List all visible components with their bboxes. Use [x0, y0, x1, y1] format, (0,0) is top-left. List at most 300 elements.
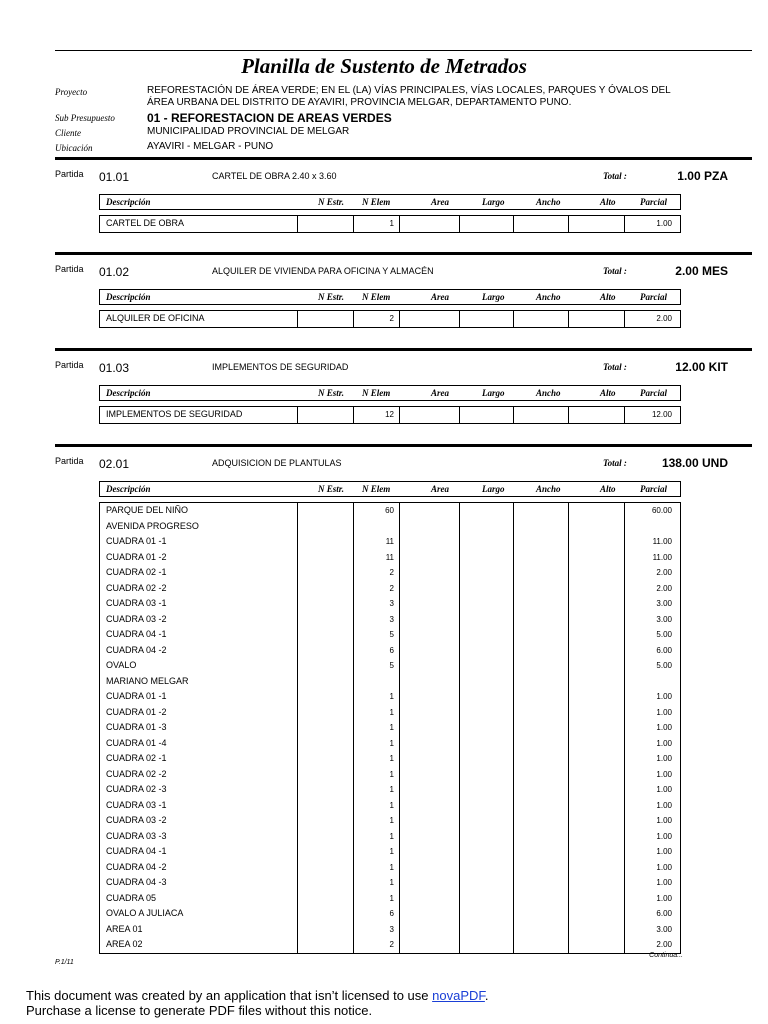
cell-divider — [568, 751, 569, 767]
notice-text: This document was created by an application that isn’t licensed to use — [26, 988, 433, 1003]
cell-divider — [399, 736, 400, 752]
cell-divider — [399, 767, 400, 783]
column-header: N Estr. — [318, 484, 345, 494]
column-header: Descripción — [106, 197, 151, 207]
cell-divider — [624, 736, 625, 752]
cell-divider — [297, 643, 298, 659]
row-parcial: 1.00 — [656, 692, 672, 701]
row-n-elem: 5 — [389, 630, 394, 639]
row-description: CUADRA 04 -1 — [106, 629, 167, 639]
notice-period: . — [484, 988, 489, 1003]
row-n-elem: 12 — [385, 410, 394, 419]
table-row — [100, 565, 680, 581]
cell-divider — [459, 782, 460, 798]
cell-divider — [459, 860, 460, 876]
partida-label: Partida — [55, 169, 84, 179]
column-header: N Estr. — [318, 197, 345, 207]
row-n-elem: 1 — [389, 893, 394, 903]
column-header: Alto — [600, 388, 616, 398]
cell-divider — [568, 311, 569, 327]
row-description: CUADRA 04 -2 — [106, 644, 167, 655]
cell-divider — [624, 922, 625, 938]
row-description: AREA 01 — [106, 923, 143, 934]
partida-label: Partida — [55, 360, 84, 370]
cell-divider — [399, 581, 400, 597]
cell-divider — [399, 565, 400, 581]
cell-divider — [459, 689, 460, 705]
cell-divider — [399, 627, 400, 643]
cell-divider — [624, 596, 625, 612]
cell-divider — [568, 720, 569, 736]
row-n-elem: 1 — [389, 816, 394, 825]
partida-description: IMPLEMENTOS DE SEGURIDAD — [212, 362, 349, 372]
cell-divider — [624, 407, 625, 423]
cell-divider — [399, 519, 400, 535]
cell-divider — [568, 519, 569, 535]
cell-divider — [568, 689, 569, 705]
table-body — [99, 310, 681, 328]
column-header: Area — [431, 484, 449, 494]
cell-divider — [624, 674, 625, 690]
cell-divider — [297, 736, 298, 752]
cell-divider — [399, 751, 400, 767]
cell-divider — [297, 519, 298, 535]
cell-divider — [513, 311, 514, 327]
cell-divider — [568, 581, 569, 597]
column-header: Ancho — [536, 197, 561, 207]
row-description: ALQUILER DE OFICINA — [106, 313, 205, 323]
cell-divider — [568, 844, 569, 860]
cell-divider — [297, 581, 298, 597]
cell-divider — [513, 922, 514, 938]
proyecto-line1: REFORESTACIÓN DE ÁREA VERDE; EN EL (LA) VÍAS PRINCIPALES, VÍAS LOCALES, PARQUES Y ÓVALOS DEL — [147, 85, 671, 96]
cell-divider — [459, 627, 460, 643]
cell-divider — [297, 596, 298, 612]
cell-divider — [459, 937, 460, 953]
cell-divider — [353, 906, 354, 922]
cell-divider — [568, 503, 569, 519]
total-label: Total : — [603, 458, 627, 468]
table-row — [100, 813, 680, 829]
row-parcial: 5.00 — [656, 661, 672, 670]
cell-divider — [459, 813, 460, 829]
cell-divider — [353, 550, 354, 566]
subpresupuesto-label: Sub Presupuesto — [55, 113, 115, 123]
row-parcial: 1.00 — [656, 893, 672, 903]
row-n-elem: 1 — [389, 862, 394, 872]
column-header: N Elem — [362, 292, 391, 302]
row-description: CUADRA 03 -3 — [106, 830, 167, 841]
cell-divider — [353, 407, 354, 423]
column-header: Parcial — [640, 197, 667, 207]
row-description: CUADRA 02 -1 — [106, 753, 167, 763]
cell-divider — [399, 643, 400, 659]
table-header — [99, 385, 681, 401]
ubicacion-label: Ubicación — [55, 143, 93, 153]
cell-divider — [459, 596, 460, 612]
column-header: N Estr. — [318, 388, 345, 398]
partida-description: ALQUILER DE VIVIENDA PARA OFICINA Y ALMACÉN — [212, 266, 434, 276]
row-description: PARQUE DEL NIÑO — [106, 505, 189, 515]
partida-code: 01.02 — [99, 265, 130, 279]
section-separator — [55, 157, 752, 160]
cell-divider — [353, 720, 354, 736]
row-n-elem: 11 — [385, 552, 394, 562]
table-row — [100, 705, 680, 721]
cell-divider — [399, 689, 400, 705]
table-row — [100, 311, 680, 327]
cell-divider — [353, 751, 354, 767]
cell-divider — [353, 658, 354, 674]
cell-divider — [297, 937, 298, 953]
column-header: Area — [431, 292, 449, 302]
row-description: CUADRA 03 -1 — [106, 598, 167, 608]
row-n-elem: 1 — [389, 692, 394, 701]
cell-divider — [459, 798, 460, 814]
cell-divider — [624, 875, 625, 891]
total-label: Total : — [603, 362, 627, 372]
total-value: 2.00 MES — [675, 264, 728, 278]
cell-divider — [399, 596, 400, 612]
cell-divider — [399, 782, 400, 798]
row-parcial: 1.00 — [656, 878, 672, 887]
row-description: CARTEL DE OBRA — [106, 218, 185, 228]
column-header: Largo — [482, 292, 505, 302]
row-description: CUADRA 04 -2 — [106, 861, 167, 872]
cell-divider — [568, 627, 569, 643]
row-parcial: 1.00 — [656, 219, 672, 228]
table-row — [100, 674, 680, 690]
cell-divider — [624, 829, 625, 845]
column-header: N Elem — [362, 388, 391, 398]
row-n-elem: 1 — [389, 878, 394, 887]
cell-divider — [513, 844, 514, 860]
cell-divider — [353, 643, 354, 659]
cell-divider — [568, 705, 569, 721]
partida-label: Partida — [55, 456, 84, 466]
table-body — [99, 215, 681, 233]
column-header: Area — [431, 388, 449, 398]
cell-divider — [624, 565, 625, 581]
table-body — [99, 502, 681, 954]
cell-divider — [459, 674, 460, 690]
cell-divider — [399, 658, 400, 674]
cell-divider — [568, 829, 569, 845]
row-n-elem: 3 — [389, 924, 394, 934]
table-row — [100, 906, 680, 922]
row-n-elem: 2 — [389, 583, 394, 593]
cell-divider — [624, 627, 625, 643]
row-parcial: 12.00 — [651, 410, 672, 419]
cell-divider — [353, 689, 354, 705]
table-row — [100, 767, 680, 783]
row-n-elem: 1 — [389, 800, 394, 810]
row-parcial: 1.00 — [656, 754, 672, 763]
cell-divider — [568, 565, 569, 581]
cell-divider — [513, 829, 514, 845]
cell-divider — [353, 705, 354, 721]
cell-divider — [297, 674, 298, 690]
cell-divider — [353, 503, 354, 519]
cell-divider — [399, 503, 400, 519]
table-row — [100, 534, 680, 550]
cell-divider — [353, 216, 354, 232]
table-header — [99, 194, 681, 210]
cell-divider — [513, 720, 514, 736]
cell-divider — [353, 798, 354, 814]
row-n-elem: 1 — [389, 219, 394, 228]
cell-divider — [297, 922, 298, 938]
total-value: 138.00 UND — [661, 456, 728, 470]
column-header: Ancho — [536, 292, 561, 302]
cell-divider — [353, 596, 354, 612]
cell-divider — [513, 906, 514, 922]
cell-divider — [353, 311, 354, 327]
row-n-elem: 2 — [389, 568, 394, 577]
column-header: Ancho — [536, 484, 561, 494]
row-n-elem: 1 — [389, 723, 394, 732]
cell-divider — [399, 891, 400, 907]
novapdf-link[interactable]: novaPDF — [432, 988, 485, 1003]
cell-divider — [459, 503, 460, 519]
table-row — [100, 550, 680, 566]
cell-divider — [513, 534, 514, 550]
cell-divider — [459, 519, 460, 535]
table-row — [100, 519, 680, 535]
cell-divider — [459, 581, 460, 597]
row-parcial: 3.00 — [656, 599, 672, 608]
cell-divider — [568, 891, 569, 907]
cell-divider — [624, 534, 625, 550]
cell-divider — [513, 751, 514, 767]
page-title: Planilla de Sustento de Metrados — [241, 54, 527, 78]
cell-divider — [624, 891, 625, 907]
row-n-elem: 11 — [385, 537, 394, 546]
table-row — [100, 720, 680, 736]
cell-divider — [459, 829, 460, 845]
row-description: CUADRA 01 -2 — [106, 706, 167, 717]
cell-divider — [297, 550, 298, 566]
proyecto-label: Proyecto — [55, 87, 88, 97]
cell-divider — [568, 906, 569, 922]
cell-divider — [297, 658, 298, 674]
row-description: CUADRA 03 -2 — [106, 613, 167, 624]
cell-divider — [399, 534, 400, 550]
row-n-elem: 1 — [389, 831, 394, 841]
row-description: IMPLEMENTOS DE SEGURIDAD — [106, 409, 243, 419]
column-header: Ancho — [536, 388, 561, 398]
cell-divider — [297, 751, 298, 767]
cell-divider — [568, 643, 569, 659]
cell-divider — [353, 891, 354, 907]
column-header: Alto — [600, 484, 616, 494]
cell-divider — [353, 612, 354, 628]
cell-divider — [459, 875, 460, 891]
cell-divider — [624, 705, 625, 721]
cell-divider — [297, 705, 298, 721]
cell-divider — [568, 798, 569, 814]
table-row — [100, 216, 680, 232]
cell-divider — [568, 860, 569, 876]
cell-divider — [399, 829, 400, 845]
partida-code: 02.01 — [99, 457, 130, 471]
cell-divider — [297, 311, 298, 327]
cell-divider — [624, 906, 625, 922]
cell-divider — [513, 643, 514, 659]
row-parcial: 60.00 — [651, 506, 672, 515]
cell-divider — [513, 550, 514, 566]
cell-divider — [297, 875, 298, 891]
cell-divider — [459, 216, 460, 232]
row-description: CUADRA 01 -1 — [106, 536, 167, 546]
cell-divider — [624, 813, 625, 829]
column-header: Alto — [600, 292, 616, 302]
section-separator — [55, 348, 752, 351]
cell-divider — [513, 782, 514, 798]
table-row — [100, 736, 680, 752]
column-header: Largo — [482, 388, 505, 398]
cell-divider — [568, 216, 569, 232]
cell-divider — [399, 922, 400, 938]
cell-divider — [513, 565, 514, 581]
table-row — [100, 875, 680, 891]
cell-divider — [399, 216, 400, 232]
table-row — [100, 407, 680, 423]
column-header: Alto — [600, 197, 616, 207]
row-parcial: 1.00 — [656, 723, 672, 732]
cell-divider — [459, 407, 460, 423]
cell-divider — [624, 798, 625, 814]
cell-divider — [353, 519, 354, 535]
cell-divider — [568, 922, 569, 938]
cell-divider — [297, 798, 298, 814]
cell-divider — [568, 534, 569, 550]
row-description: CUADRA 01 -3 — [106, 722, 167, 732]
column-header: Area — [431, 197, 449, 207]
row-description: CUADRA 04 -3 — [106, 877, 167, 887]
row-parcial: 5.00 — [656, 630, 672, 639]
row-n-elem: 1 — [389, 707, 394, 717]
total-value: 12.00 KIT — [675, 360, 728, 374]
partida-label: Partida — [55, 264, 84, 274]
cell-divider — [353, 937, 354, 953]
row-parcial: 1.00 — [656, 785, 672, 794]
cell-divider — [353, 782, 354, 798]
row-n-elem: 1 — [389, 785, 394, 794]
row-parcial: 2.00 — [656, 940, 672, 949]
row-description: CUADRA 01 -1 — [106, 691, 167, 701]
cell-divider — [353, 565, 354, 581]
cell-divider — [297, 860, 298, 876]
cell-divider — [459, 720, 460, 736]
column-header: Descripción — [106, 484, 151, 494]
total-label: Total : — [603, 266, 627, 276]
column-header: Parcial — [640, 292, 667, 302]
cell-divider — [297, 829, 298, 845]
table-row — [100, 612, 680, 628]
row-parcial: 1.00 — [656, 862, 672, 872]
cell-divider — [297, 813, 298, 829]
cliente-value: MUNICIPALIDAD PROVINCIAL DE MELGAR — [147, 126, 350, 137]
column-header: N Elem — [362, 197, 391, 207]
row-description: CUADRA 02 -2 — [106, 582, 167, 593]
cell-divider — [513, 798, 514, 814]
cell-divider — [459, 891, 460, 907]
row-parcial: 1.00 — [656, 800, 672, 810]
cell-divider — [459, 705, 460, 721]
row-n-elem: 3 — [389, 614, 394, 624]
top-rule — [55, 50, 752, 51]
page-number: P.1/11 — [55, 959, 74, 966]
row-n-elem: 5 — [389, 661, 394, 670]
row-parcial: 3.00 — [656, 614, 672, 624]
cell-divider — [624, 503, 625, 519]
cell-divider — [513, 767, 514, 783]
row-parcial: 2.00 — [656, 583, 672, 593]
row-description: CUADRA 02 -1 — [106, 567, 167, 577]
table-row — [100, 798, 680, 814]
row-description: MARIANO MELGAR — [106, 675, 189, 686]
cell-divider — [459, 643, 460, 659]
row-parcial: 1.00 — [656, 816, 672, 825]
cell-divider — [459, 767, 460, 783]
row-parcial: 1.00 — [656, 831, 672, 841]
cell-divider — [513, 705, 514, 721]
cell-divider — [624, 311, 625, 327]
cell-divider — [513, 581, 514, 597]
cell-divider — [513, 689, 514, 705]
table-row — [100, 922, 680, 938]
row-description: CUADRA 02 -2 — [106, 768, 167, 779]
partida-code: 01.03 — [99, 361, 130, 375]
cell-divider — [353, 844, 354, 860]
cell-divider — [568, 674, 569, 690]
cell-divider — [353, 534, 354, 550]
row-n-elem: 1 — [389, 754, 394, 763]
cell-divider — [624, 643, 625, 659]
cell-divider — [513, 937, 514, 953]
table-row — [100, 658, 680, 674]
row-parcial: 2.00 — [656, 314, 672, 323]
row-parcial: 6.00 — [656, 909, 672, 918]
cell-divider — [513, 674, 514, 690]
cell-divider — [624, 782, 625, 798]
cell-divider — [297, 216, 298, 232]
cell-divider — [459, 534, 460, 550]
continua-text: Continua... — [649, 952, 683, 959]
cell-divider — [513, 503, 514, 519]
cell-divider — [624, 844, 625, 860]
license-notice — [26, 988, 489, 1018]
cell-divider — [624, 720, 625, 736]
cell-divider — [624, 658, 625, 674]
total-label: Total : — [603, 171, 627, 181]
cell-divider — [297, 407, 298, 423]
table-row — [100, 689, 680, 705]
row-parcial: 3.00 — [656, 924, 672, 934]
cell-divider — [353, 767, 354, 783]
cell-divider — [297, 627, 298, 643]
cell-divider — [624, 612, 625, 628]
cell-divider — [399, 844, 400, 860]
table-row — [100, 751, 680, 767]
row-description: CUADRA 02 -3 — [106, 784, 167, 794]
table-row — [100, 643, 680, 659]
row-n-elem: 1 — [389, 769, 394, 779]
cell-divider — [568, 407, 569, 423]
cell-divider — [399, 937, 400, 953]
cell-divider — [353, 736, 354, 752]
